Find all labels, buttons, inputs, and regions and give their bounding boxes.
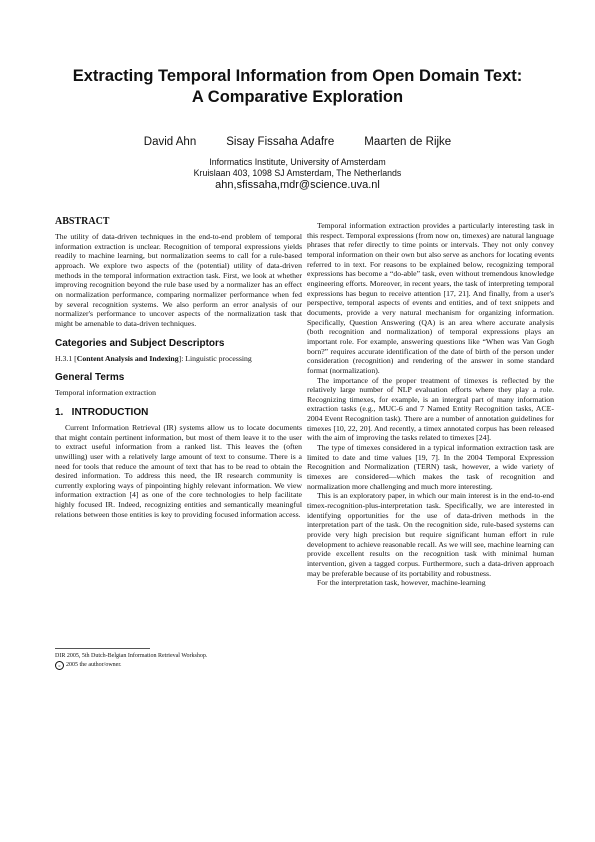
left-column <box>55 216 302 519</box>
paper-title <box>40 66 555 108</box>
categories-heading: Categories and Subject Descriptors <box>55 337 225 349</box>
author-2: Sisay Fissaha Adafre <box>226 136 335 148</box>
copyright-text: 2005 the author/owner. <box>66 661 122 668</box>
categories-text <box>55 354 302 364</box>
footnote-rule <box>55 648 150 649</box>
category-rest: ]: Linguistic processing <box>178 353 252 363</box>
author-email: ahn,sfissaha,mdr@science.uva.nl <box>215 179 380 191</box>
body-paragraph-3: The type of timexes considered in a typical information extraction task are limited to date and time values [19, 7]. In the 2004 Temporal Expression Recognition and Normalization (TERN) task, however, a wide variety of timexes are considered—which makes the task of recognition and normalization more challenging and much more interesting. <box>307 443 554 491</box>
title-line-2: A Comparative Exploration <box>191 88 404 106</box>
category-name: Content Analysis and Indexing <box>76 353 179 363</box>
general-terms-heading: General Terms <box>55 372 125 384</box>
author-1: David Ahn <box>143 136 197 148</box>
author-3: Maarten de Rijke <box>364 136 452 148</box>
right-column <box>307 221 554 588</box>
body-paragraph-5: For the interpretation task, however, machine-learning <box>317 578 486 588</box>
abstract-heading: ABSTRACT <box>55 216 110 227</box>
body-paragraph-2: The importance of the proper treatment of timexes is reflected by the relatively large number of NLP evaluation efforts where they play a role. Recognizing timexes, for example, is an intergral part of many information extraction tasks (e.g., MUC-6 and 7 Named Entity Recognition tasks, ACE-2004 Event Recognition task). There are a number of annotation guidelines for timexes [10, 22, 20]. And recently, a timex annotated corpus has been released with the aim of improving the tasks related to timexes [24]. <box>307 375 554 443</box>
footnote <box>55 648 302 670</box>
introduction-paragraph: Current Information Retrieval (IR) systems allow us to locate documents that might contain pertinent information, but most of them leave it to the user to extract useful information from a ranked list. This leaves the (often unwilling) user with a relatively large amount of text to consume. There is a need for tools that reduce the amount of text that has to be read to obtain the desired information. To address this need, the IR research community is currently exploring ways of pinpointing highly relevant information. We view information extraction [4] as one of the core technologies to help facilitate highly focused IR. Indeed, recognizing entities and semantically meaningful relations between those entities is key to providing focused information access. <box>55 422 302 519</box>
abstract-text: The utility of data-driven techniques in the end-to-end problem of temporal information extraction is unclear. Recognition of temporal expressions yields readily to machine learning, but normalization seems to call for a rule-based approach. We explore two aspects of the (potential) utility of data-driven methods in the temporal information extraction task. First, we look at whether improving recognition beyond the rule base used by a normalizer has an effect on normalization performance, comparing normalizer performance when fed by several recognition systems. We also perform an error analysis of our normalizer's performance to uncover aspects of the normalization task that might be amenable to data-driven techniques. <box>55 232 302 328</box>
body-paragraph-4: This is an exploratory paper, in which our main interest is in the end-to-end timex-recognition-plus-interpretation task. Specifically, we are interested in identifying opportunities for the use of data-driven methods in the interpretation part of the task. On the recognition side, rule-based systems can provide very high precision but require significant human effort in rule development to achieve reasonable recall. As we will see, machine learning can provide excellent results on the recognition task with minimal human intervention, given a tagged corpus. Furthermore, such a data-driven approach may be preferable because of its portability and robustness. <box>307 491 554 578</box>
title-line-1: Extracting Temporal Information from Open Domain Text: <box>72 67 523 85</box>
body-paragraph-1: Temporal information extraction provides a particularly interesting task in this respect. Temporal expressions (from now on, timexes) are natural language phrases that refer directly to time points or intervals. They not only convey temporal information on their own but also serve as anchors for locating events referred to in text. For reasons to be explained below, recognizing temporal expressions has become a “do-able” task, even without tremendous knowledge engineering efforts. Moreover, in recent years, the task of interpreting temporal expressions has begun to receive attention [17, 21]. And finally, from a user's perspective, temporal aspects of events and entities, and of text snippets and documents, provide a very natural mechanism for organizing information. Specifically, Question Answering (QA) is an area where accurate analysis (both recognition and normalization) of temporal expressions plays an important role. For example, answering questions like “When was Van Gogh born?” requires accurate identification of the date of birth of the person under consideration (recognition) and rendering of the answer in some standard format (normalization). <box>307 221 554 375</box>
footnote-line-2 <box>55 661 302 670</box>
author-list <box>40 136 555 148</box>
copyright-icon: c <box>55 661 64 670</box>
introduction-heading: 1. INTRODUCTION <box>55 406 149 418</box>
affiliation-line-2: Kruislaan 403, 1098 SJ Amsterdam, The Netherlands <box>193 168 402 178</box>
footnote-line-1: DIR 2005, 5th Dutch-Belgian Information Retrieval Workshop. <box>55 653 208 659</box>
category-code: H.3.1 [ <box>55 353 77 363</box>
general-terms-text: Temporal information extraction <box>55 388 157 398</box>
affiliation-line-1: Informatics Institute, University of Amsterdam <box>209 157 386 167</box>
affiliation <box>40 157 555 179</box>
